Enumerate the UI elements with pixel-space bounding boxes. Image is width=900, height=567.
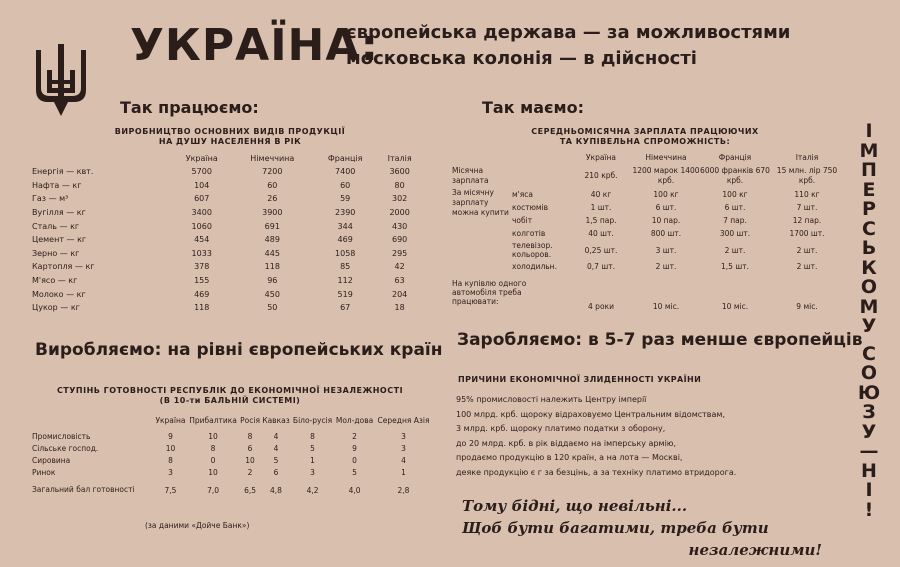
table-cell: 10 bbox=[245, 455, 255, 465]
table-cell: 469 bbox=[337, 235, 353, 245]
reason-line: деяке продукцію є г за безцінь, а за техніку платимо втридорога. bbox=[456, 467, 737, 477]
table-cell: 9 bbox=[352, 443, 357, 453]
table-cell: 454 bbox=[194, 235, 210, 245]
table-row bbox=[32, 219, 422, 233]
row-label bbox=[452, 240, 512, 260]
column-header: Прибалтика bbox=[189, 415, 237, 425]
table-row bbox=[452, 240, 844, 260]
vertical-slogan bbox=[852, 122, 886, 520]
table-cell: 15 млн. лір 750 крб. bbox=[776, 166, 838, 185]
row-label: На купівлю одного автомобіля треба працювати: bbox=[452, 278, 527, 306]
table-cell: 5 bbox=[352, 467, 357, 477]
table-cell: 8 bbox=[247, 431, 253, 441]
table-cell: 3 bbox=[310, 467, 315, 477]
table-cell: 8 bbox=[210, 443, 216, 453]
table-cell: 3400 bbox=[191, 208, 212, 218]
table-cell: 6000 франків 670 крб. bbox=[700, 166, 770, 185]
table-cell: 67 bbox=[340, 303, 351, 313]
vertical-letter: М bbox=[859, 295, 879, 318]
table-cell: 112 bbox=[337, 276, 353, 286]
table-cell: 60 bbox=[340, 180, 351, 190]
table-cell: 469 bbox=[194, 289, 210, 299]
production-caption-2: НА ДУШУ НАСЕЛЕННЯ В РІК bbox=[158, 137, 302, 146]
vertical-letter: Н bbox=[861, 459, 877, 482]
row-label: М'ясо — кг bbox=[32, 276, 78, 286]
trident-emblem-icon bbox=[32, 40, 90, 120]
table-cell: 6 шт. bbox=[724, 203, 746, 212]
table-cell: 7400 bbox=[335, 167, 356, 177]
column-header: Італія bbox=[387, 154, 412, 163]
table-row bbox=[32, 478, 432, 502]
table-cell: 10 bbox=[165, 443, 176, 453]
table-cell: 0 bbox=[210, 455, 216, 465]
table-cell: 4 bbox=[273, 431, 279, 441]
closing-slogan bbox=[462, 495, 822, 561]
readiness-source: (за даними «Дойче Банк») bbox=[145, 521, 250, 530]
closing-line: незалежними! bbox=[688, 541, 822, 559]
table-cell: 85 bbox=[340, 262, 351, 272]
row-sublabel: телевізор. кольоров. bbox=[512, 241, 553, 259]
table-cell: 4 bbox=[273, 443, 279, 453]
row-label: Цемент — кг bbox=[32, 235, 87, 245]
table-cell: 6 bbox=[247, 443, 253, 453]
row-sublabel: колготів bbox=[512, 229, 546, 238]
table-cell: 5700 bbox=[191, 167, 212, 177]
left-slogan: Виробляємо: на рівні європейських країн bbox=[35, 340, 443, 360]
table-cell: 3 bbox=[168, 467, 173, 477]
row-sublabel: м'яса bbox=[512, 190, 533, 199]
table-cell: 2390 bbox=[335, 208, 356, 218]
table-cell: 100 кг bbox=[722, 190, 748, 199]
table-cell: 2 bbox=[352, 431, 357, 441]
column-header: Німеччина bbox=[645, 153, 687, 162]
table-cell: 155 bbox=[194, 276, 210, 286]
table-cell: 7200 bbox=[262, 167, 283, 177]
reason-line: 3 млрд. крб. щороку платимо податки з оборону, bbox=[456, 424, 666, 433]
row-label: Зерно — кг bbox=[32, 248, 80, 258]
row-sublabel: костюмів bbox=[512, 203, 549, 212]
column-header: Середня Азія bbox=[377, 415, 430, 425]
column-header: Німеччина bbox=[250, 154, 295, 163]
table-cell: 302 bbox=[392, 194, 408, 204]
table-cell: 118 bbox=[264, 262, 280, 272]
vertical-letter: М bbox=[859, 139, 879, 162]
table-row bbox=[452, 188, 844, 201]
reason-line: продаємо продукцію в 120 країн, а на лота — Москві, bbox=[456, 453, 683, 462]
table-cell: 7 пар. bbox=[723, 216, 747, 225]
table-row bbox=[32, 287, 422, 301]
row-label: Ринок bbox=[32, 467, 56, 477]
table-row bbox=[32, 274, 422, 288]
table-row bbox=[452, 164, 844, 188]
column-header: Кавказ bbox=[262, 415, 290, 425]
table-cell: 6,5 bbox=[244, 485, 257, 495]
reason-line: до 20 млрд. крб. в рік віддаємо на імперську армію, bbox=[456, 438, 677, 448]
column-header: Франція bbox=[718, 153, 752, 162]
table-cell: 10 міс. bbox=[652, 302, 680, 311]
vertical-letter: Ю bbox=[857, 381, 881, 404]
table-row bbox=[32, 301, 422, 315]
readiness-caption-2: (В 10-ти БАЛЬНІЙ СИСТЕМІ) bbox=[159, 396, 301, 405]
right-heading: Так маємо: bbox=[482, 98, 584, 117]
subtitle-line-1: європейська держава — за можливостями bbox=[346, 22, 791, 43]
row-sublabel: холодильн. bbox=[512, 262, 557, 271]
table-row bbox=[32, 454, 432, 466]
row-label: Сільське господ. bbox=[32, 443, 99, 453]
table-cell: 489 bbox=[264, 235, 280, 245]
column-header: Італія bbox=[795, 153, 819, 162]
column-header: Франція bbox=[327, 154, 363, 163]
table-row bbox=[32, 260, 422, 274]
vertical-letter: У bbox=[861, 420, 877, 443]
reasons-title: ПРИЧИНИ ЕКОНОМІЧНОЇ ЗЛИДЕННОСТІ УКРАЇНИ bbox=[458, 375, 702, 384]
subtitle-line-2: московська колонія — в дійсності bbox=[346, 48, 697, 69]
salary-header-row bbox=[452, 151, 844, 164]
table-cell: 4 bbox=[401, 455, 406, 465]
table-cell: 0,7 шт. bbox=[587, 262, 615, 271]
row-label: За місячну зарплату можна купити bbox=[452, 188, 509, 217]
readiness-caption-1: СТУПІНЬ ГОТОВНОСТІ РЕСПУБЛІК ДО ЕКОНОМІЧНОЇ НЕЗАЛЕЖНОСТІ bbox=[56, 386, 404, 395]
table-row bbox=[32, 179, 422, 193]
table-cell: 50 bbox=[267, 303, 278, 313]
closing-line: Щоб бути багатими, треба бути bbox=[462, 519, 769, 537]
table-cell: 344 bbox=[337, 221, 353, 231]
reason-line: 100 млрд. крб. щороку відраховуємо Центральним відомствам, bbox=[456, 409, 725, 419]
table-cell: 3900 bbox=[262, 208, 283, 218]
table-cell: 2 bbox=[247, 467, 253, 477]
table-row bbox=[32, 466, 432, 478]
table-cell: 7 шт. bbox=[796, 203, 818, 212]
table-cell: 63 bbox=[394, 276, 405, 286]
column-header: Росія bbox=[240, 415, 260, 425]
table-cell: 2000 bbox=[389, 208, 410, 218]
table-cell: 80 bbox=[394, 180, 405, 190]
table-cell: 10 bbox=[208, 431, 218, 441]
table-cell: 4,2 bbox=[306, 485, 319, 495]
table-cell: 800 шт. bbox=[650, 229, 682, 238]
row-label: Цукор — кг bbox=[32, 303, 80, 313]
table-cell: 118 bbox=[194, 303, 210, 313]
table-cell: 9 bbox=[168, 431, 173, 441]
readiness-header-row bbox=[32, 410, 432, 430]
table-cell: 6 bbox=[273, 467, 279, 477]
table-cell: 6 шт. bbox=[655, 203, 677, 212]
table-cell: 7,0 bbox=[207, 485, 220, 495]
reason-line: 95% промисловості належить Центру імперії bbox=[456, 395, 647, 404]
vertical-letter: О bbox=[860, 276, 878, 298]
row-label: Сировина bbox=[32, 455, 71, 465]
table-cell: 691 bbox=[264, 221, 280, 231]
table-cell: 300 шт. bbox=[719, 229, 751, 238]
table-cell: 3 шт. bbox=[655, 245, 677, 255]
table-cell: 3 bbox=[401, 431, 406, 441]
column-header: Україна bbox=[185, 154, 218, 163]
table-cell: 3600 bbox=[389, 167, 410, 177]
row-label: Промисловість bbox=[32, 431, 91, 441]
reasons-list bbox=[456, 393, 836, 480]
vertical-letter: П bbox=[861, 159, 877, 181]
table-cell: 96 bbox=[267, 276, 278, 286]
row-label: Молоко — кг bbox=[32, 289, 86, 299]
table-cell: 60 bbox=[267, 180, 278, 190]
table-cell: 1,5 шт. bbox=[721, 262, 749, 271]
table-row bbox=[452, 260, 844, 273]
row-sublabel: чобіт bbox=[512, 216, 533, 225]
table-cell: 607 bbox=[194, 194, 210, 204]
table-cell: 100 кг bbox=[653, 190, 679, 199]
table-cell: 0 bbox=[352, 455, 357, 465]
table-cell: 378 bbox=[194, 262, 210, 272]
table-row bbox=[32, 247, 422, 261]
row-label: Нафта — кг bbox=[32, 180, 82, 190]
row-label: Загальний бал готовності bbox=[32, 485, 135, 494]
table-cell: 12 пар. bbox=[792, 216, 822, 225]
table-cell: 0,25 шт. bbox=[584, 245, 618, 255]
table-cell: 104 bbox=[194, 180, 210, 190]
table-cell: 2 шт. bbox=[655, 262, 677, 271]
table-cell: 1700 шт. bbox=[789, 229, 825, 238]
vertical-letter: Е bbox=[862, 178, 876, 201]
table-cell: 5 bbox=[273, 455, 279, 465]
vertical-letter: Ь bbox=[861, 237, 877, 259]
table-cell: 8 bbox=[168, 455, 173, 465]
table-cell: 430 bbox=[392, 221, 408, 231]
production-caption-1: ВИРОБНИЦТВО ОСНОВНИХ ВИДІВ ПРОДУКЦІЇ bbox=[114, 127, 346, 136]
table-row bbox=[32, 192, 422, 206]
table-cell: 2 шт. bbox=[796, 262, 818, 271]
table-cell: 10 bbox=[208, 467, 218, 477]
vertical-letter: У bbox=[861, 315, 877, 337]
table-cell: 295 bbox=[392, 248, 408, 258]
salary-caption-1: СЕРЕДНЬОМІСЯЧНА ЗАРПЛАТА ПРАЦЮЮЧИХ bbox=[531, 127, 759, 136]
column-header: Україна bbox=[585, 153, 617, 162]
production-table bbox=[32, 152, 422, 315]
vertical-letter: Р bbox=[862, 198, 876, 220]
table-cell: 4 роки bbox=[588, 302, 614, 311]
vertical-letter: ! bbox=[864, 498, 874, 521]
table-cell: 1033 bbox=[191, 248, 212, 258]
table-cell: 2,8 bbox=[397, 485, 410, 495]
table-cell: 9 міс. bbox=[796, 302, 818, 311]
row-label: Газ — м³ bbox=[32, 194, 69, 204]
table-row bbox=[32, 442, 432, 454]
table-cell: 450 bbox=[264, 289, 280, 299]
table-cell: 4,8 bbox=[270, 485, 282, 495]
row-label: Сталь — кг bbox=[32, 221, 80, 231]
column-header: Біло-русія bbox=[292, 415, 333, 425]
vertical-letter: О bbox=[860, 362, 878, 384]
table-cell: 40 шт. bbox=[588, 229, 614, 238]
table-cell: 5 bbox=[310, 443, 315, 453]
row-sublabel bbox=[512, 164, 570, 188]
table-cell: 18 bbox=[394, 303, 405, 313]
vertical-letter: І bbox=[865, 120, 873, 142]
row-label bbox=[452, 260, 512, 273]
table-cell: 2 шт. bbox=[724, 245, 746, 255]
table-cell: 445 bbox=[264, 248, 280, 258]
column-header: Мол-дова bbox=[335, 415, 374, 425]
table-row bbox=[32, 430, 432, 442]
table-cell: 10 пар. bbox=[651, 216, 681, 225]
vertical-letter: С bbox=[862, 342, 876, 365]
table-cell: 4,0 bbox=[348, 485, 361, 495]
table-cell: 690 bbox=[392, 235, 408, 245]
left-heading: Так працюємо: bbox=[120, 98, 259, 117]
vertical-letter: — bbox=[859, 440, 879, 462]
vertical-letter: С bbox=[862, 217, 876, 240]
vertical-letter: К bbox=[861, 256, 877, 279]
row-label: Картопля — кг bbox=[32, 262, 95, 272]
table-row bbox=[452, 273, 844, 311]
table-cell: 1060 bbox=[191, 221, 212, 231]
table-row bbox=[32, 233, 422, 247]
table-cell: 519 bbox=[337, 289, 353, 299]
table-cell: 1058 bbox=[335, 248, 356, 258]
table-cell: 110 кг bbox=[794, 190, 820, 199]
salary-caption-2: ТА КУПІВЕЛЬНА СПРОМОЖНІСТЬ: bbox=[559, 137, 731, 146]
table-cell: 210 крб. bbox=[584, 171, 618, 180]
table-cell: 26 bbox=[267, 194, 278, 204]
table-row bbox=[32, 165, 422, 179]
vertical-letter: І bbox=[865, 479, 873, 501]
table-cell: 1 bbox=[401, 467, 406, 477]
table-cell: 40 кг bbox=[590, 190, 612, 199]
row-label: Місячна зарплата bbox=[452, 166, 489, 185]
table-cell: 8 bbox=[310, 431, 315, 441]
table-cell: 10 міс. bbox=[721, 302, 749, 311]
table-cell: 1 шт. bbox=[590, 203, 612, 212]
production-header-row bbox=[32, 152, 422, 165]
table-cell: 59 bbox=[340, 194, 351, 204]
table-cell: 1200 марок 1400 крб. bbox=[632, 166, 700, 185]
table-cell: 204 bbox=[392, 289, 408, 299]
table-cell: 1 bbox=[310, 455, 315, 465]
row-label: Енергія — квт. bbox=[32, 167, 94, 177]
table-cell: 2 шт. bbox=[796, 245, 818, 255]
row-label: Вугілля — кг bbox=[32, 208, 86, 218]
readiness-table bbox=[32, 410, 432, 502]
table-row bbox=[32, 206, 422, 220]
vertical-letter: З bbox=[862, 401, 876, 423]
table-cell: 7,5 bbox=[164, 485, 177, 495]
column-header: Україна bbox=[155, 415, 186, 425]
right-slogan: Заробляємо: в 5-7 раз менше європейців bbox=[457, 330, 863, 350]
table-cell: 3 bbox=[401, 443, 406, 453]
table-cell: 1,5 пар. bbox=[585, 216, 617, 225]
salary-table bbox=[452, 151, 844, 311]
table-cell: 42 bbox=[394, 262, 405, 272]
closing-line: Тому бідні, що невільні... bbox=[462, 497, 688, 515]
page-title: УКРАЇНА: bbox=[130, 20, 380, 71]
